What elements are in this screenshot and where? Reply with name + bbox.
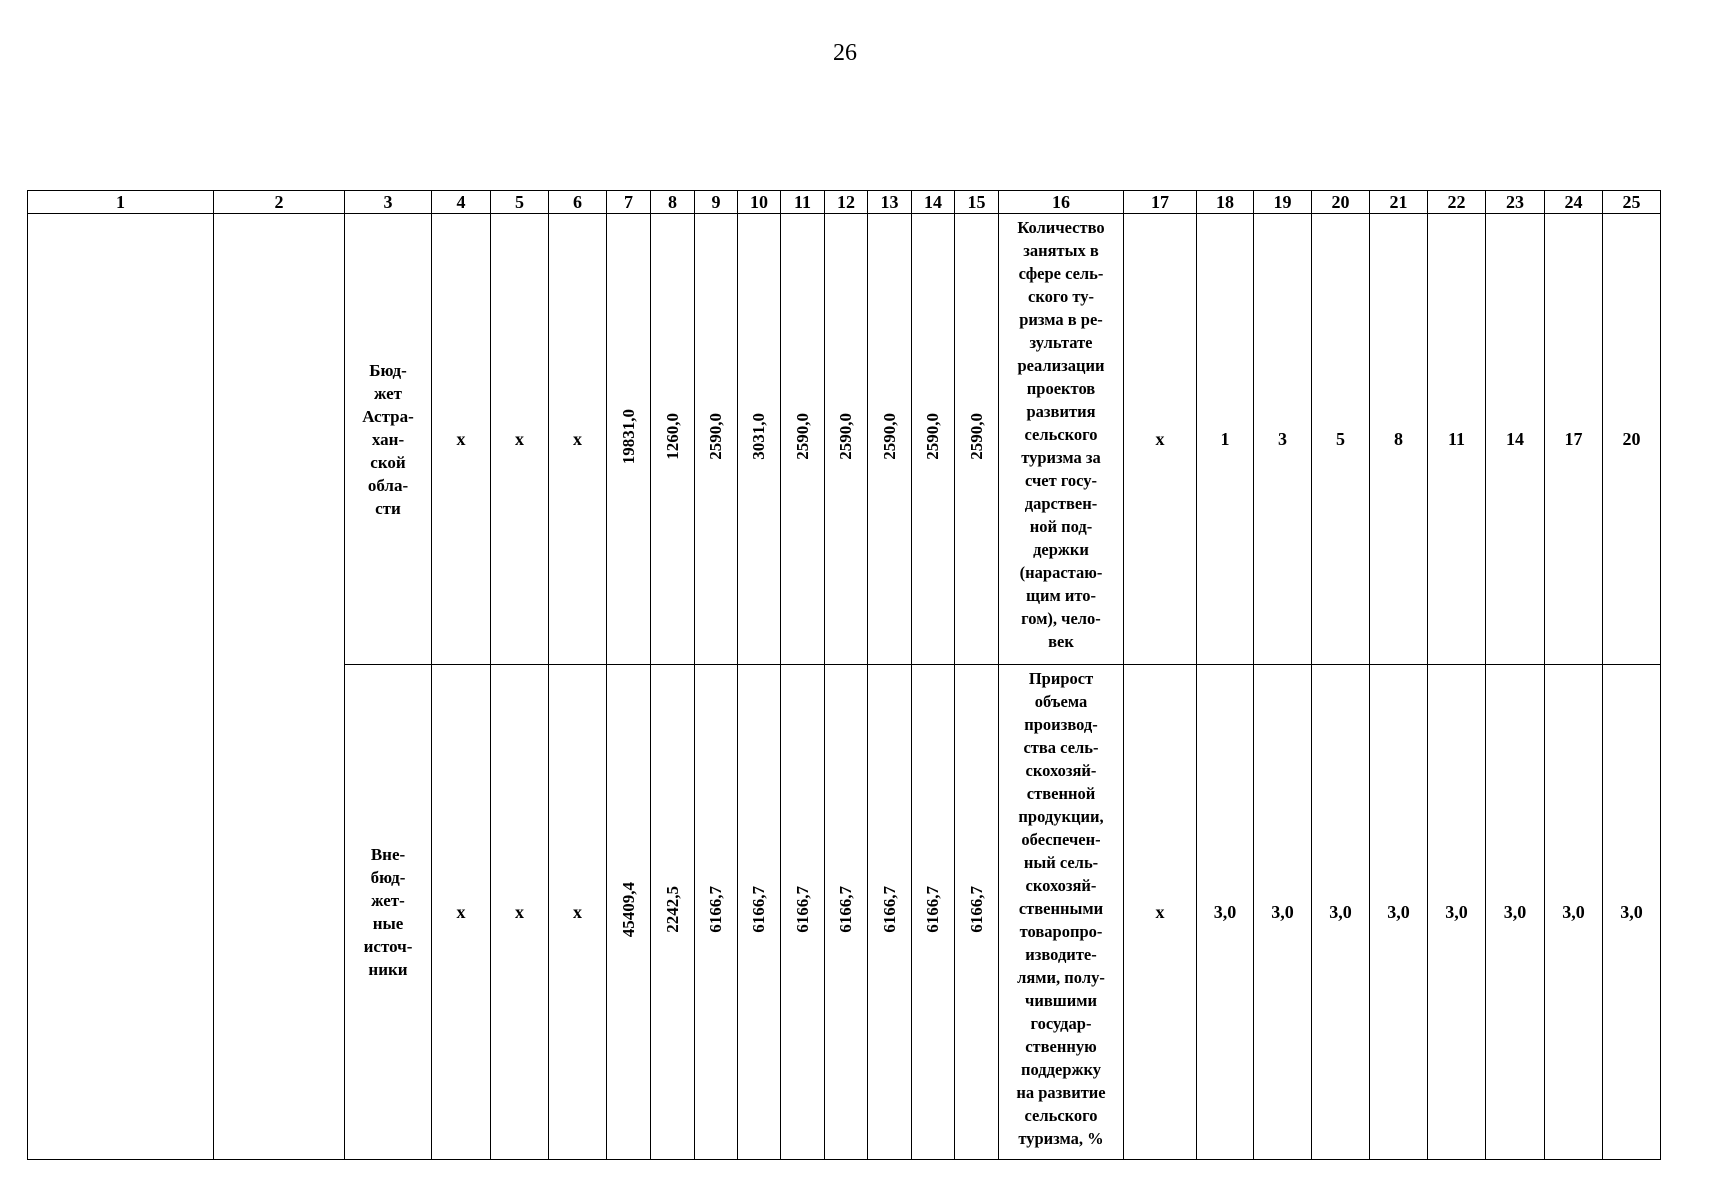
target-cell: 3,0 [1545, 665, 1603, 1160]
target-cell: 3,0 [1370, 665, 1428, 1160]
amount-value: 2590,0 [966, 413, 986, 460]
target-cell: 3,0 [1486, 665, 1545, 1160]
cell-x: х [1124, 665, 1197, 1160]
header-cell: 4 [432, 191, 491, 214]
header-cell: 22 [1428, 191, 1486, 214]
target-cell: 14 [1486, 214, 1545, 665]
amount-cell [825, 214, 868, 665]
amount-cell [651, 665, 695, 1160]
amount-cell [695, 214, 738, 665]
cell-x: х [491, 665, 549, 1160]
header-cell: 14 [912, 191, 955, 214]
program-table [27, 190, 1661, 1160]
amount-value: 2590,0 [836, 413, 855, 460]
amount-value: 6166,7 [923, 886, 942, 933]
header-cell: 6 [549, 191, 607, 214]
amount-cell [781, 665, 825, 1160]
amount-cell [868, 665, 912, 1160]
amount-value: 6166,7 [706, 886, 725, 933]
data-table-wrapper [27, 190, 1661, 1160]
target-cell: 3,0 [1197, 665, 1254, 1160]
amount-value: 3031,0 [749, 413, 768, 460]
header-cell: 5 [491, 191, 549, 214]
target-cell: 5 [1312, 214, 1370, 665]
header-cell: 18 [1197, 191, 1254, 214]
funding-source-cell: Бюд- жет Астра- хан- ской обла- сти [345, 214, 432, 665]
amount-value: 45409,4 [618, 881, 638, 938]
amount-cell [868, 214, 912, 665]
header-cell: 15 [955, 191, 999, 214]
page-number: 26 [833, 40, 857, 66]
indicator-cell: Прирост объема производ- ства сель- скохозяй- ственной продукции, обеспечен- ный сель- скохозяй- ственными товаропро- изводите- лями, полу- чившими государ- ственную поддержку на развитие сельского туризма, % [999, 665, 1124, 1160]
header-cell: 12 [825, 191, 868, 214]
amount-cell [825, 665, 868, 1160]
amount-value: 6166,7 [792, 886, 812, 933]
amount-cell [651, 214, 695, 665]
header-cell: 21 [1370, 191, 1428, 214]
header-cell: 25 [1603, 191, 1661, 214]
header-cell: 2 [214, 191, 345, 214]
header-cell: 11 [781, 191, 825, 214]
amount-value: 6166,7 [749, 886, 768, 933]
header-cell: 9 [695, 191, 738, 214]
cell-col2 [214, 214, 345, 1160]
header-cell: 13 [868, 191, 912, 214]
header-cell: 10 [738, 191, 781, 214]
amount-cell [607, 665, 651, 1160]
amount-cell [738, 665, 781, 1160]
header-row [28, 191, 1661, 214]
target-cell: 3,0 [1254, 665, 1312, 1160]
amount-value: 6166,7 [966, 886, 986, 933]
amount-cell [607, 214, 651, 665]
amount-value: 19831,0 [618, 408, 638, 465]
amount-value: 1260,0 [662, 413, 682, 460]
amount-cell [912, 665, 955, 1160]
funding-source-cell: Вне- бюд- жет- ные источ- ники [345, 665, 432, 1160]
amount-cell [695, 665, 738, 1160]
header-cell: 24 [1545, 191, 1603, 214]
amount-value: 2590,0 [879, 413, 899, 460]
cell-x: х [549, 665, 607, 1160]
amount-value: 2242,5 [662, 886, 682, 933]
cell-col1 [28, 214, 214, 1160]
header-cell: 3 [345, 191, 432, 214]
cell-x: х [432, 665, 491, 1160]
cell-x: х [1124, 214, 1197, 665]
table-row [28, 214, 1661, 665]
cell-x: х [549, 214, 607, 665]
cell-x: х [432, 214, 491, 665]
target-cell: 3,0 [1428, 665, 1486, 1160]
amount-value: 6166,7 [879, 886, 899, 933]
target-cell: 17 [1545, 214, 1603, 665]
amount-cell [955, 665, 999, 1160]
header-cell: 16 [999, 191, 1124, 214]
header-cell: 7 [607, 191, 651, 214]
header-cell: 23 [1486, 191, 1545, 214]
header-cell: 19 [1254, 191, 1312, 214]
header-cell: 1 [28, 191, 214, 214]
target-cell: 8 [1370, 214, 1428, 665]
header-cell: 17 [1124, 191, 1197, 214]
amount-value: 2590,0 [923, 413, 942, 460]
target-cell: 3 [1254, 214, 1312, 665]
header-cell: 20 [1312, 191, 1370, 214]
target-cell: 20 [1603, 214, 1661, 665]
target-cell: 3,0 [1312, 665, 1370, 1160]
amount-value: 2590,0 [706, 413, 725, 460]
amount-cell [912, 214, 955, 665]
target-cell: 1 [1197, 214, 1254, 665]
indicator-cell: Количество занятых в сфере сель- ского ту- ризма в ре- зультате реализации проектов развития сельского туризма за счет госу- дарствен- ной под- держки (нарастаю- щим ито- гом), чело- век [999, 214, 1124, 665]
header-cell: 8 [651, 191, 695, 214]
target-cell: 3,0 [1603, 665, 1661, 1160]
cell-x: х [491, 214, 549, 665]
amount-cell [781, 214, 825, 665]
amount-value: 2590,0 [792, 413, 812, 460]
amount-value: 6166,7 [836, 886, 855, 933]
amount-cell [738, 214, 781, 665]
amount-cell [955, 214, 999, 665]
target-cell: 11 [1428, 214, 1486, 665]
